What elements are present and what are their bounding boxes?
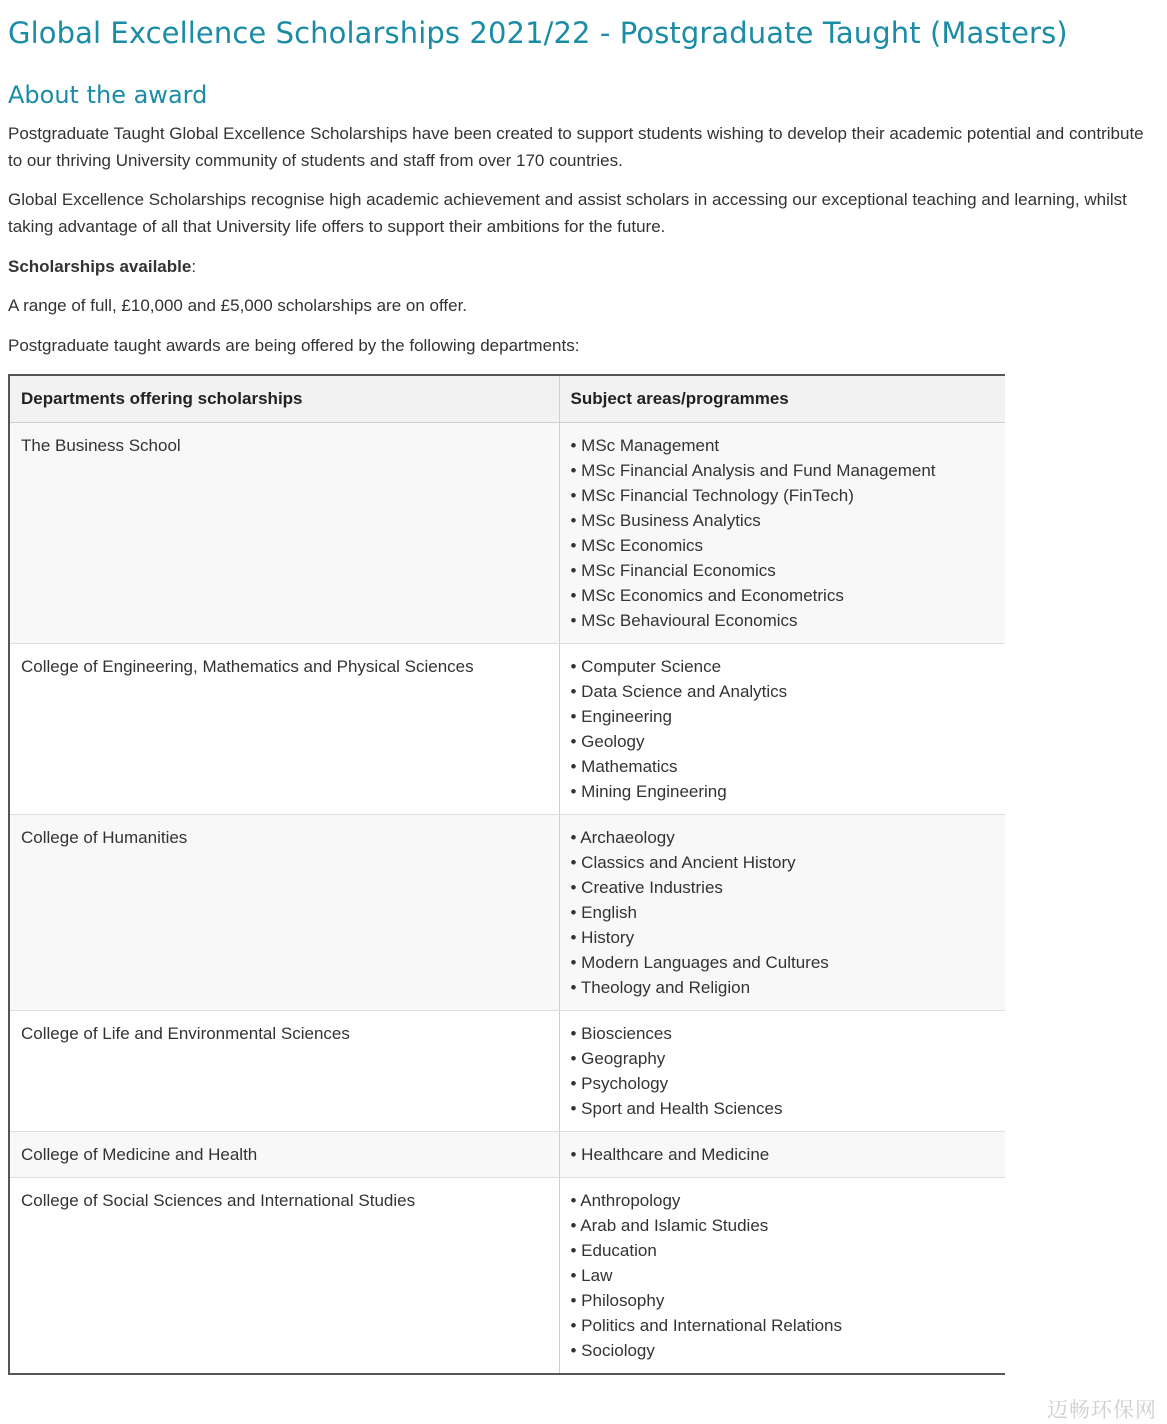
department-cell (10, 643, 559, 814)
programmes-cell (559, 814, 1005, 1010)
programmes-cell (559, 1010, 1005, 1131)
department-name: College of Humanities (21, 827, 188, 847)
programmes-cell (559, 422, 1005, 643)
departments-grid (10, 376, 1005, 1373)
departments-table (8, 374, 1005, 1375)
department-cell (10, 814, 559, 1010)
scholarships-available-label: Scholarships available (8, 257, 192, 276)
scholarships-available-line (8, 253, 1160, 280)
table-row (10, 814, 1005, 1010)
programme-item: • MSc Financial Technology (FinTech) (570, 485, 854, 505)
section-heading-about: About the award (8, 81, 208, 109)
programme-item: • Healthcare and Medicine (570, 1144, 770, 1164)
programmes-cell (559, 1131, 1005, 1177)
department-name: College of Life and Environmental Sciences (21, 1023, 350, 1043)
programme-item: • Creative Industries (570, 877, 723, 897)
table-row (10, 422, 1005, 643)
programme-item: • Arab and Islamic Studies (570, 1215, 769, 1235)
label-colon: : (191, 257, 197, 276)
page-title: Global Excellence Scholarships 2021/22 - Postgraduate Taught (Masters) (8, 16, 1068, 50)
programme-item: • Geology (570, 731, 645, 751)
department-name: College of Social Sciences and International Studies (21, 1190, 416, 1210)
programme-item: • Computer Science (570, 656, 722, 676)
table-row (10, 1177, 1005, 1373)
programme-item: • MSc Business Analytics (570, 510, 761, 530)
department-name: The Business School (21, 435, 181, 455)
department-name: College of Medicine and Health (21, 1144, 258, 1164)
programme-item: • Archaeology (570, 827, 675, 847)
paragraph-range: A range of full, £10,000 and £5,000 scholarships are on offer. (8, 296, 468, 315)
department-cell (10, 422, 559, 643)
page-content (8, 0, 1160, 1360)
programme-item: • Data Science and Analytics (570, 681, 788, 701)
programme-item: • MSc Behavioural Economics (570, 610, 798, 630)
programme-item: • Law (570, 1265, 613, 1285)
programmes-cell (559, 643, 1005, 814)
programme-item: • Mathematics (570, 756, 678, 776)
programme-item: • Psychology (570, 1073, 669, 1093)
table-row (10, 643, 1005, 814)
programme-item: • Sociology (570, 1340, 655, 1360)
programme-item: • Philosophy (570, 1290, 665, 1310)
programme-item: • MSc Economics and Econometrics (570, 585, 844, 605)
table-header-row (10, 376, 1005, 422)
paragraph-offered: Postgraduate taught awards are being offered by the following departments: (8, 336, 580, 355)
programme-item: • Modern Languages and Cultures (570, 952, 829, 972)
programme-item: • Sport and Health Sciences (570, 1098, 783, 1118)
programme-item: • Mining Engineering (570, 781, 727, 801)
programme-item: • MSc Financial Economics (570, 560, 776, 580)
department-name: College of Engineering, Mathematics and Physical Sciences (21, 656, 474, 676)
programme-item: • MSc Management (570, 435, 720, 455)
programme-item: • Engineering (570, 706, 672, 726)
table-row (10, 1131, 1005, 1177)
department-cell (10, 1131, 559, 1177)
programme-item: • Anthropology (570, 1190, 681, 1210)
site-watermark: 迈畅环保网 (1047, 1398, 1157, 1422)
programme-item: • Theology and Religion (570, 977, 751, 997)
header-subjects: Subject areas/programmes (559, 376, 1005, 422)
paragraph-intro: Postgraduate Taught Global Excellence Scholarships have been created to support students wishing to develop their academic potential and contribute to our thriving University community of students and staff from over 170 countries. (8, 124, 1144, 170)
table-body (10, 422, 1005, 1373)
programme-item: • MSc Economics (570, 535, 704, 555)
department-cell (10, 1010, 559, 1131)
header-departments: Departments offering scholarships (10, 376, 559, 422)
programme-item: • History (570, 927, 635, 947)
programme-item: • Biosciences (570, 1023, 672, 1043)
programme-item: • Education (570, 1240, 657, 1260)
programme-item: • MSc Financial Analysis and Fund Management (570, 460, 936, 480)
programme-item: • Classics and Ancient History (570, 852, 796, 872)
programme-item: • English (570, 902, 637, 922)
table-row (10, 1010, 1005, 1131)
programme-item: • Geography (570, 1048, 666, 1068)
paragraph-recognise: Global Excellence Scholarships recognise high academic achievement and assist scholars in accessing our exceptional teaching and learning, whilst taking advantage of all that University life offers to support their ambitions for the future. (8, 190, 1127, 236)
programmes-cell (559, 1177, 1005, 1373)
programme-item: • Politics and International Relations (570, 1315, 842, 1335)
department-cell (10, 1177, 559, 1373)
